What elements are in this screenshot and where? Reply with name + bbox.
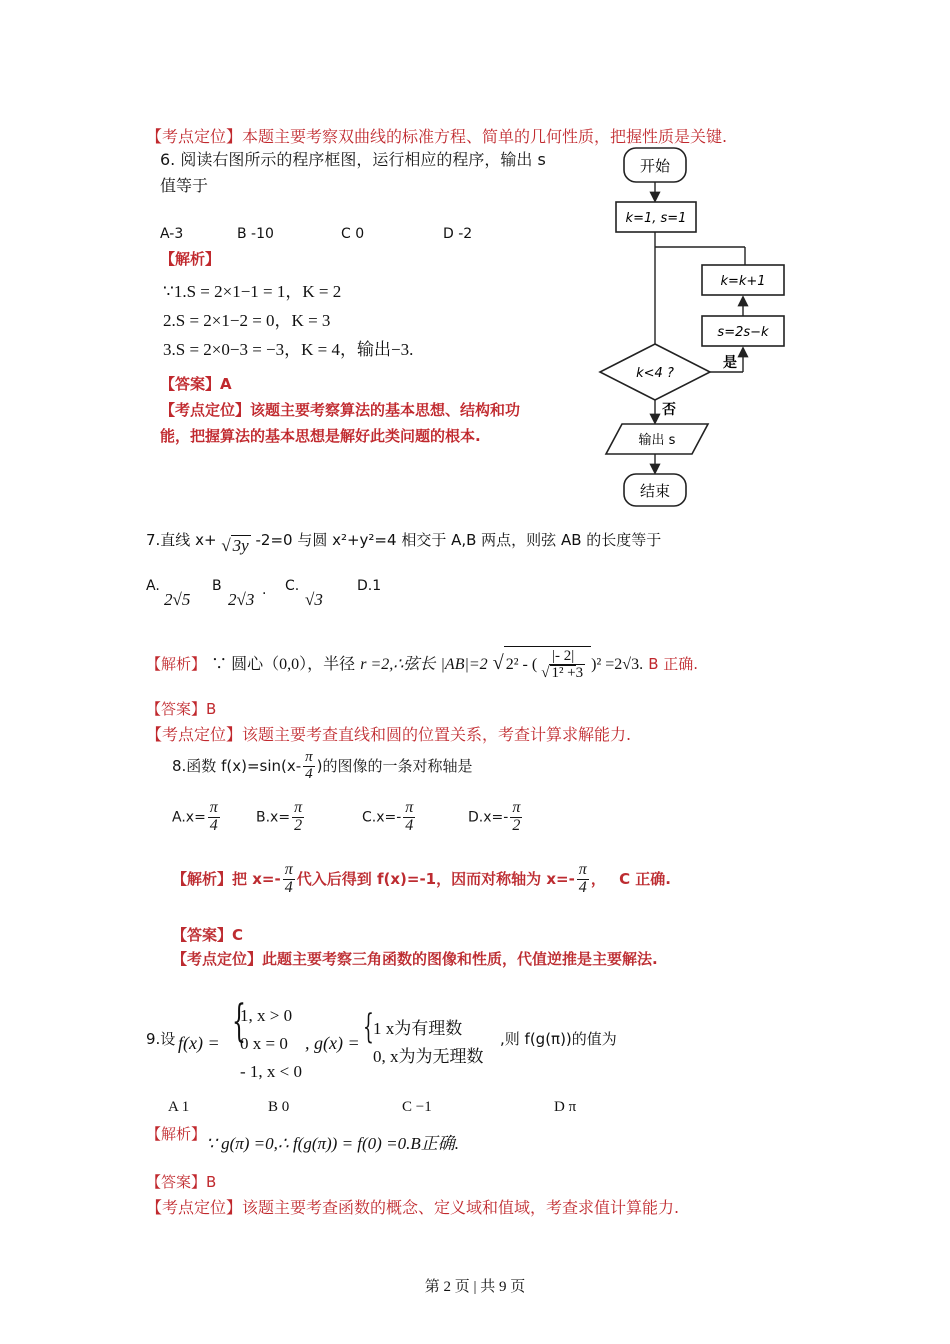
q6-point-line1 xyxy=(160,401,520,419)
q8-option-c-num: π xyxy=(405,799,414,816)
q8-analysis-frac2-num: π xyxy=(578,861,587,878)
q7-answer-line xyxy=(146,700,216,718)
q5-point-text: 本题主要考察双曲线的标准方程、简单的几何性质，把握性质是关键. xyxy=(242,127,728,146)
q6-flowchart xyxy=(590,140,800,520)
q9-stem-a: 9.设 xyxy=(146,1030,176,1048)
q8-analysis-c: ， xyxy=(590,869,606,888)
q8-analysis-frac-num: π xyxy=(284,861,293,878)
q7-point-line xyxy=(146,725,631,744)
q7-stem-sqrt: 3y xyxy=(232,536,249,555)
q8-analysis-frac-den: 4 xyxy=(284,878,293,896)
q8-option-d-num: π xyxy=(512,799,521,816)
q8-analysis-frac2-den: 4 xyxy=(578,878,587,896)
q6-option-a: A-3 xyxy=(160,226,184,242)
q6-answer: A xyxy=(220,375,232,393)
flow-init-text: k=1, s=1 xyxy=(625,211,687,226)
q8-stem-num: π xyxy=(305,749,313,765)
q7-opt-b-dot: . xyxy=(262,582,267,598)
q7-opt-b-label: B xyxy=(212,578,222,594)
q8-option-c-den: 4 xyxy=(405,816,414,834)
flow-update-s-text: s=2s−k xyxy=(717,325,769,340)
q6-option-b: B -10 xyxy=(237,226,274,242)
q7-stem: 7.直线 x+ √ 3y -2=0 与圆 x²+y²=4 相交于 A,B 两点，则弦 AB 的长度等于 xyxy=(146,531,662,555)
q9-answer-line xyxy=(146,1173,216,1191)
q8-answer: C xyxy=(232,926,244,944)
q9-point-label: 【考点定位】 xyxy=(146,1198,243,1217)
q9-f-case-1: 1, x > 0 xyxy=(240,1006,293,1025)
q8-option-a-den: 4 xyxy=(209,816,218,834)
q8-stem-b: )的图像的一条对称轴是 xyxy=(316,756,473,775)
q7-analysis-den: 1² +3 xyxy=(551,664,584,681)
flow-start-text: 开始 xyxy=(639,157,671,175)
q7-opt-c-label: C. xyxy=(285,578,300,594)
q7-analysis-end: )² =2√3. xyxy=(591,655,644,673)
q7-analysis-num: |- 2| xyxy=(552,648,575,664)
q6-analysis-label: 【解析】 xyxy=(160,250,221,268)
q8-option-a-num: π xyxy=(209,799,218,816)
q6-point-line2: 能，把握算法的基本思想是解好此类问题的根本. xyxy=(160,427,481,445)
q7-analysis-ab: |AB|=2 xyxy=(440,655,488,673)
q7-analysis-label: 【解析】 xyxy=(146,654,207,673)
q9-analysis-label: 【解析】 xyxy=(146,1125,207,1143)
q7-analysis-tail: B 正确. xyxy=(648,654,699,673)
q8-stem xyxy=(172,750,473,783)
q5-point-label: 【考点定位】 xyxy=(146,127,243,146)
q9-g-brace: { xyxy=(363,1007,374,1047)
q6-stem-line2: 值等于 xyxy=(160,176,209,195)
q8-analysis-label: 【解析】 xyxy=(172,869,233,888)
q7-opt-b-value: 2√3 xyxy=(228,590,255,609)
q7-opt-c-value: √3 xyxy=(305,590,323,609)
q9-f-case-3: - 1, x < 0 xyxy=(240,1062,302,1081)
q7-analysis: 【解析】 ∵ 圆心（0,0），半径 r =2,∴弦长 |AB|=2 √ 2² - ( $\frac{|- 2|}{\text{√ 1² +3}}$ )² =2√3. B 正确. xyxy=(146,648,699,681)
q7-point-text: 该题主要考查直线和圆的位置关系，考查计算求解能力. xyxy=(242,725,632,744)
q8-option-b-label: B.x= xyxy=(256,809,291,826)
q7-opt-a-value: 2√5 xyxy=(164,590,191,609)
q9-option-a: A 1 xyxy=(168,1099,190,1115)
flow-output-text: 输出 s xyxy=(638,433,676,448)
q9-answer-label: 【答案】 xyxy=(146,1173,207,1191)
q8-option-a-label: A.x= xyxy=(172,809,206,826)
q6-point-text1: 该题主要考察算法的基本思想、结构和功 xyxy=(250,401,521,419)
q6-step-1: ∵1.S = 2×1−1 = 1，K = 2 xyxy=(163,282,342,301)
q8-answer-line xyxy=(172,926,243,944)
q8-option-c xyxy=(362,800,417,835)
q7-analysis-inner: 2² - ( xyxy=(505,655,538,673)
flow-condition-text: k<4 ? xyxy=(636,366,674,381)
flow-no-label: 否 xyxy=(662,402,676,418)
q6-option-d: D -2 xyxy=(443,226,473,242)
q9-option-b: B 0 xyxy=(268,1099,290,1115)
q9-f-case-2: 0 x = 0 xyxy=(240,1034,288,1053)
q8-option-b xyxy=(256,800,306,835)
q8-option-a xyxy=(172,800,222,835)
flow-yes-label: 是 xyxy=(723,355,737,371)
q6-step-2: 2.S = 2×1−2 = 0，K = 3 xyxy=(163,311,331,330)
q9-option-d: D π xyxy=(554,1099,577,1115)
q9-g-case-2: 0, x为为无理数 xyxy=(373,1047,484,1066)
q6-stem-line1: 6. 阅读右图所示的程序框图，运行相应的程序，输出 s xyxy=(160,150,546,169)
flow-end-text: 结束 xyxy=(639,482,671,500)
q7-analysis-a: ∵ 圆心（0,0），半径 xyxy=(211,655,356,673)
q8-stem-den: 4 xyxy=(305,765,313,782)
q9-answer: B xyxy=(206,1173,217,1191)
q9-option-c: C −1 xyxy=(402,1099,432,1115)
q8-point-label: 【考点定位】 xyxy=(172,950,263,968)
q7-opt-a-label: A. xyxy=(146,578,160,594)
q8-point-text: 此题主要考察三角函数的图像和性质，代值逆推是主要解法. xyxy=(262,950,658,968)
q6-option-c: C 0 xyxy=(341,226,365,242)
q7-answer-label: 【答案】 xyxy=(146,700,207,718)
q7-stem-a: 7.直线 x+ xyxy=(146,531,217,549)
q6-answer-label: 【答案】 xyxy=(160,375,221,393)
q8-analysis-d: C 正确. xyxy=(619,869,671,888)
q9-g-case-1: 1 x为有理数 xyxy=(373,1019,463,1038)
q8-option-b-num: π xyxy=(294,799,303,816)
q9-f-brace: { xyxy=(232,996,246,1047)
q8-stem-a: 8.函数 f(x)=sin(x- xyxy=(172,756,302,775)
q7-answer: B xyxy=(206,700,217,718)
q9-point-line xyxy=(146,1198,679,1217)
q9-analysis: ∵ g(π) =0,∴ f(g(π)) = f(0) =0.B正确. xyxy=(206,1134,459,1153)
q6-answer-line xyxy=(160,375,232,393)
q9-stem-b: ,则 f(g(π))的值为 xyxy=(500,1030,617,1048)
q9-gx: , g(x) = xyxy=(305,1033,360,1053)
q8-option-b-den: 2 xyxy=(294,816,303,834)
q6-step-3: 3.S = 2×0−3 = −3，K = 4，输出−3. xyxy=(163,340,414,359)
q8-analysis-b: 代入后得到 f(x)=-1，因而对称轴为 x=- xyxy=(296,869,575,888)
q8-point-line xyxy=(172,950,658,968)
q9-fx: f(x) = xyxy=(178,1033,220,1053)
q6-point-label: 【考点定位】 xyxy=(160,401,251,419)
q8-option-c-label: C.x=- xyxy=(362,809,402,826)
q7-stem-b: -2=0 与圆 x²+y²=4 相交于 A,B 两点，则弦 AB 的长度等于 xyxy=(255,531,662,549)
q7-opt-d: D.1 xyxy=(357,578,382,594)
q9-point-text: 该题主要考查函数的概念、定义域和值域，考查求值计算能力. xyxy=(242,1198,680,1217)
q8-analysis-a: 把 x=- xyxy=(232,869,281,888)
q8-option-d-den: 2 xyxy=(512,816,521,834)
q7-point-label: 【考点定位】 xyxy=(146,725,243,744)
q8-answer-label: 【答案】 xyxy=(172,926,233,944)
q8-analysis xyxy=(172,862,671,897)
flow-update-k-text: k=k+1 xyxy=(720,274,766,289)
q8-option-d xyxy=(468,800,524,835)
q8-option-d-label: D.x=- xyxy=(468,809,509,826)
q7-analysis-r: r =2,∴弦长 xyxy=(360,655,436,673)
page-footer: 第 2 页 | 共 9 页 xyxy=(424,1279,526,1295)
